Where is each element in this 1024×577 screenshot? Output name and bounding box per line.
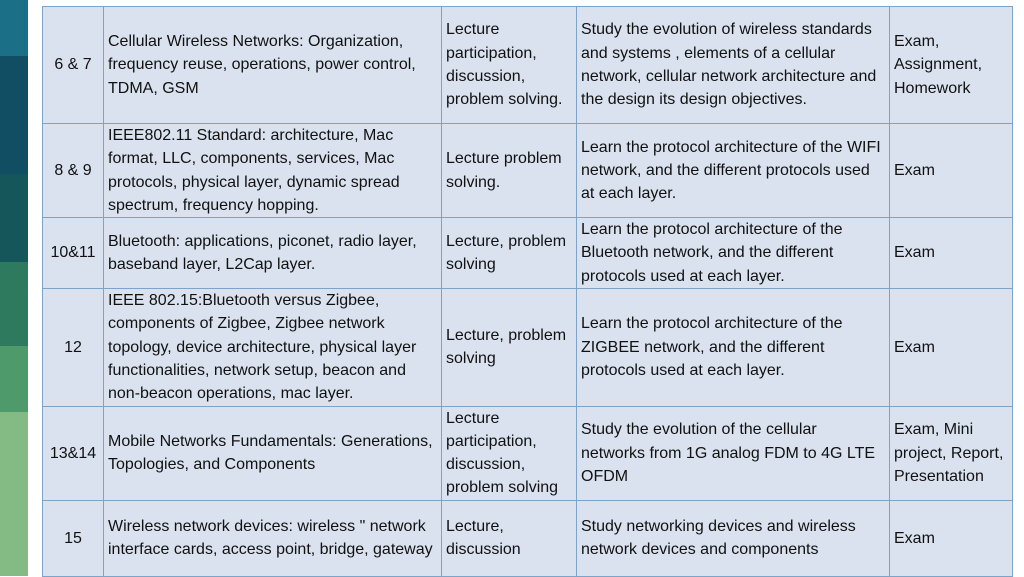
method-cell: Lecture, problem solving — [442, 218, 577, 289]
outcome-cell: Learn the protocol architecture of the Bluetooth network, and the different protocols used at each layer. — [577, 218, 890, 289]
topic-cell: IEEE802.11 Standard: architecture, Mac format, LLC, components, services, Mac protocols, physical layer, dynamic spread spectrum, frequency hopping. — [104, 124, 442, 218]
week-cell: 10&11 — [43, 218, 104, 289]
sidebar-segment — [0, 56, 28, 174]
topic-cell: Wireless network devices: wireless " network interface cards, access point, bridge, gateway — [104, 500, 442, 576]
table-row — [43, 289, 1013, 406]
table-row — [43, 7, 1013, 124]
assessment-cell: Exam — [890, 500, 1013, 576]
topic-cell: Mobile Networks Fundamentals: Generations, Topologies, and Components — [104, 406, 442, 500]
decorative-sidebar — [0, 0, 28, 576]
assessment-cell: Exam — [890, 218, 1013, 289]
sidebar-segment — [0, 174, 28, 262]
topic-cell: Cellular Wireless Networks: Organization, frequency reuse, operations, power control, TDMA, GSM — [104, 7, 442, 124]
table-row — [43, 124, 1013, 218]
assessment-cell: Exam, Mini project, Report, Presentation — [890, 406, 1013, 500]
course-schedule-table — [42, 6, 1013, 577]
method-cell: Lecture participation, discussion, problem solving — [442, 406, 577, 500]
week-cell: 15 — [43, 500, 104, 576]
assessment-cell: Exam, Assignment, Homework — [890, 7, 1013, 124]
table-row — [43, 218, 1013, 289]
topic-cell: Bluetooth: applications, piconet, radio layer, baseband layer, L2Cap layer. — [104, 218, 442, 289]
week-cell: 6 & 7 — [43, 7, 104, 124]
topic-cell: IEEE 802.15:Bluetooth versus Zigbee, components of Zigbee, Zigbee network topology, device architecture, physical layer functionalities, network setup, beacon and non-beacon operations, mac layer. — [104, 289, 442, 406]
method-cell: Lecture, problem solving — [442, 289, 577, 406]
outcome-cell: Learn the protocol architecture of the ZIGBEE network, and the different protocols used at each layer. — [577, 289, 890, 406]
sidebar-segment — [0, 0, 28, 56]
assessment-cell: Exam — [890, 289, 1013, 406]
assessment-cell: Exam — [890, 124, 1013, 218]
sidebar-segment — [0, 262, 28, 346]
outcome-cell: Learn the protocol architecture of the WIFI network, and the different protocols used at each layer. — [577, 124, 890, 218]
sidebar-segment — [0, 412, 28, 576]
method-cell: Lecture participation, discussion, problem solving. — [442, 7, 577, 124]
sidebar-segment — [0, 346, 28, 412]
week-cell: 8 & 9 — [43, 124, 104, 218]
outcome-cell: Study the evolution of the cellular networks from 1G analog FDM to 4G LTE OFDM — [577, 406, 890, 500]
week-cell: 12 — [43, 289, 104, 406]
method-cell: Lecture, discussion — [442, 500, 577, 576]
table-row — [43, 500, 1013, 576]
outcome-cell: Study the evolution of wireless standards and systems , elements of a cellular network, cellular network architecture and the design its design objectives. — [577, 7, 890, 124]
week-cell: 13&14 — [43, 406, 104, 500]
method-cell: Lecture problem solving. — [442, 124, 577, 218]
outcome-cell: Study networking devices and wireless network devices and components — [577, 500, 890, 576]
table-row — [43, 406, 1013, 500]
